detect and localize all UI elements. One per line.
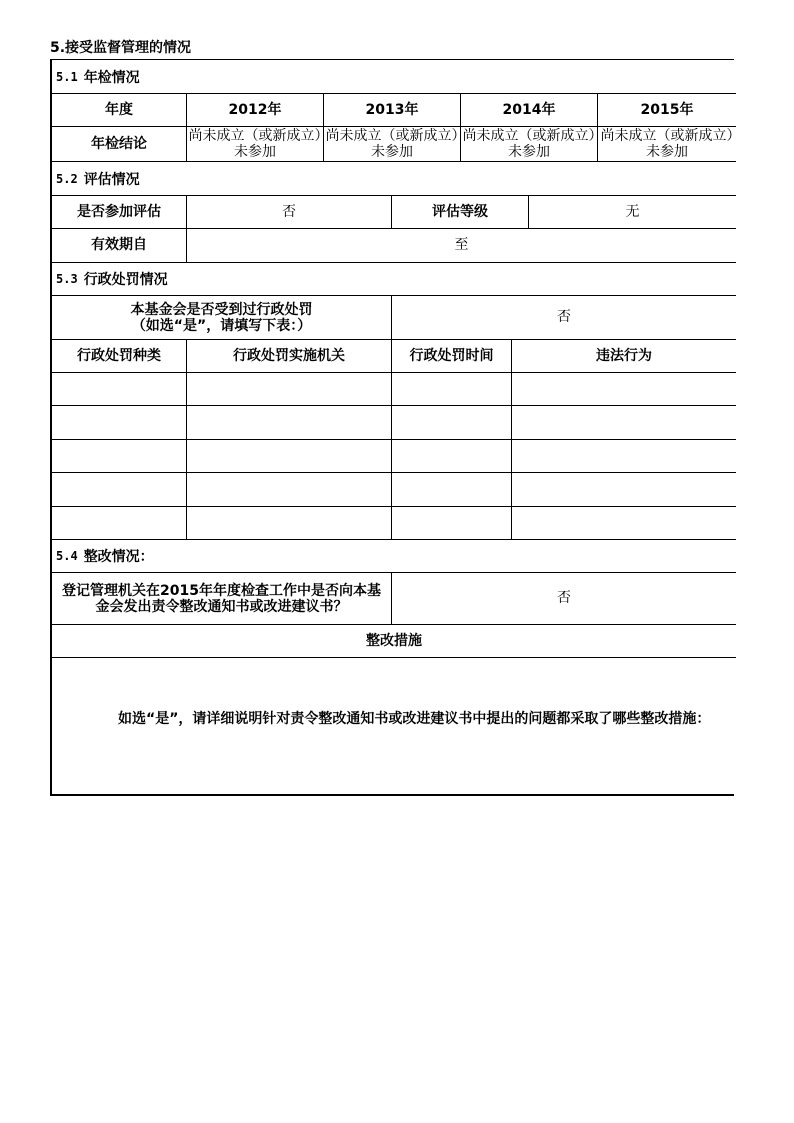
column-header: 行政处罚时间 bbox=[392, 340, 512, 372]
table-cell[interactable] bbox=[52, 406, 187, 439]
table-cell[interactable] bbox=[512, 507, 736, 539]
penalty-question-line2: （如选“是”，请填写下表：） bbox=[131, 317, 312, 334]
valid-to-label: 至 bbox=[454, 237, 469, 253]
table-cell[interactable] bbox=[512, 406, 736, 439]
supervision-form bbox=[50, 59, 734, 796]
penalty-table-header bbox=[52, 340, 736, 373]
table-row bbox=[52, 440, 736, 473]
column-header: 违法行为 bbox=[596, 347, 652, 364]
table-cell[interactable] bbox=[187, 373, 392, 405]
column-header: 行政处罚种类 bbox=[52, 340, 187, 372]
participate-value: 否 bbox=[187, 196, 392, 228]
section-number: 5.1 bbox=[56, 69, 78, 84]
section-5-4-header bbox=[52, 540, 736, 573]
table-cell[interactable] bbox=[392, 406, 512, 439]
section-heading: 5.接受监督管理的情况 bbox=[50, 40, 192, 56]
section-number: 5.3 bbox=[56, 272, 78, 286]
measures-header-row bbox=[52, 625, 736, 658]
table-row bbox=[52, 406, 736, 440]
penalty-answer: 否 bbox=[557, 309, 571, 325]
year-cell: 2014年 bbox=[461, 94, 598, 126]
section-title: 年检情况 bbox=[83, 69, 140, 86]
grade-value: 无 bbox=[625, 203, 640, 220]
table-cell[interactable] bbox=[52, 373, 187, 405]
table-cell[interactable] bbox=[187, 507, 392, 539]
table-cell[interactable] bbox=[52, 473, 187, 506]
year-row bbox=[52, 94, 736, 127]
section-title: 行政处罚情况 bbox=[83, 272, 168, 288]
year-cell: 2012年 bbox=[187, 94, 324, 126]
penalty-question-row bbox=[52, 296, 736, 340]
table-cell[interactable] bbox=[52, 507, 187, 539]
rectification-answer: 否 bbox=[557, 590, 571, 606]
measures-label: 整改措施 bbox=[366, 632, 422, 649]
conclusion-cell: 尚未成立（或新成立）未参加 bbox=[324, 127, 461, 161]
section-title: 整改情况： bbox=[83, 549, 154, 565]
section-5-3-header bbox=[52, 263, 736, 296]
section-number: 5.4 bbox=[56, 549, 78, 563]
table-row bbox=[52, 507, 736, 540]
table-cell[interactable] bbox=[512, 473, 736, 506]
validity-row bbox=[52, 229, 736, 263]
penalty-question bbox=[52, 296, 392, 339]
table-cell[interactable] bbox=[392, 373, 512, 405]
table-cell[interactable] bbox=[512, 373, 736, 405]
table-cell[interactable] bbox=[187, 406, 392, 439]
penalty-question-line1: 本基金会是否受到过行政处罚 bbox=[130, 301, 313, 318]
section-5-1-header bbox=[52, 60, 736, 94]
table-cell[interactable] bbox=[52, 440, 187, 472]
table-cell[interactable] bbox=[392, 440, 512, 472]
conclusion-row bbox=[52, 127, 736, 162]
section-number: 5.2 bbox=[56, 171, 78, 186]
conclusion-cell: 尚未成立（或新成立）未参加 bbox=[461, 127, 598, 161]
table-cell[interactable] bbox=[392, 507, 512, 539]
table-cell[interactable] bbox=[187, 440, 392, 472]
measures-note: 如选“是”，请详细说明针对责令整改通知书或改进建议书中提出的问题都采取了哪些整改措施： bbox=[118, 711, 711, 727]
rectification-question-row bbox=[52, 573, 736, 625]
conclusion-cell: 尚未成立（或新成立）未参加 bbox=[600, 128, 734, 160]
table-cell[interactable] bbox=[187, 473, 392, 506]
table-cell[interactable] bbox=[392, 473, 512, 506]
participate-label: 是否参加评估 bbox=[52, 196, 187, 228]
conclusion-cell: 尚未成立（或新成立）未参加 bbox=[187, 127, 324, 161]
section-5-2-header bbox=[52, 162, 736, 196]
year-label: 年度 bbox=[52, 94, 187, 126]
column-header: 行政处罚实施机关 bbox=[187, 340, 392, 372]
table-row bbox=[52, 373, 736, 406]
grade-label: 评估等级 bbox=[392, 196, 529, 228]
valid-from-label: 有效期自 bbox=[52, 229, 187, 262]
evaluation-row bbox=[52, 196, 736, 229]
year-cell: 2015年 bbox=[640, 101, 694, 118]
conclusion-label: 年检结论 bbox=[52, 127, 187, 161]
measures-body-row bbox=[52, 658, 736, 795]
rectification-question: 登记管理机关在2015年年度检查工作中是否向本基金会发出责令整改通知书或改进建议书？ bbox=[52, 573, 392, 624]
table-row bbox=[52, 473, 736, 507]
year-cell: 2013年 bbox=[324, 94, 461, 126]
table-cell[interactable] bbox=[512, 440, 736, 472]
section-title: 评估情况 bbox=[83, 171, 140, 188]
